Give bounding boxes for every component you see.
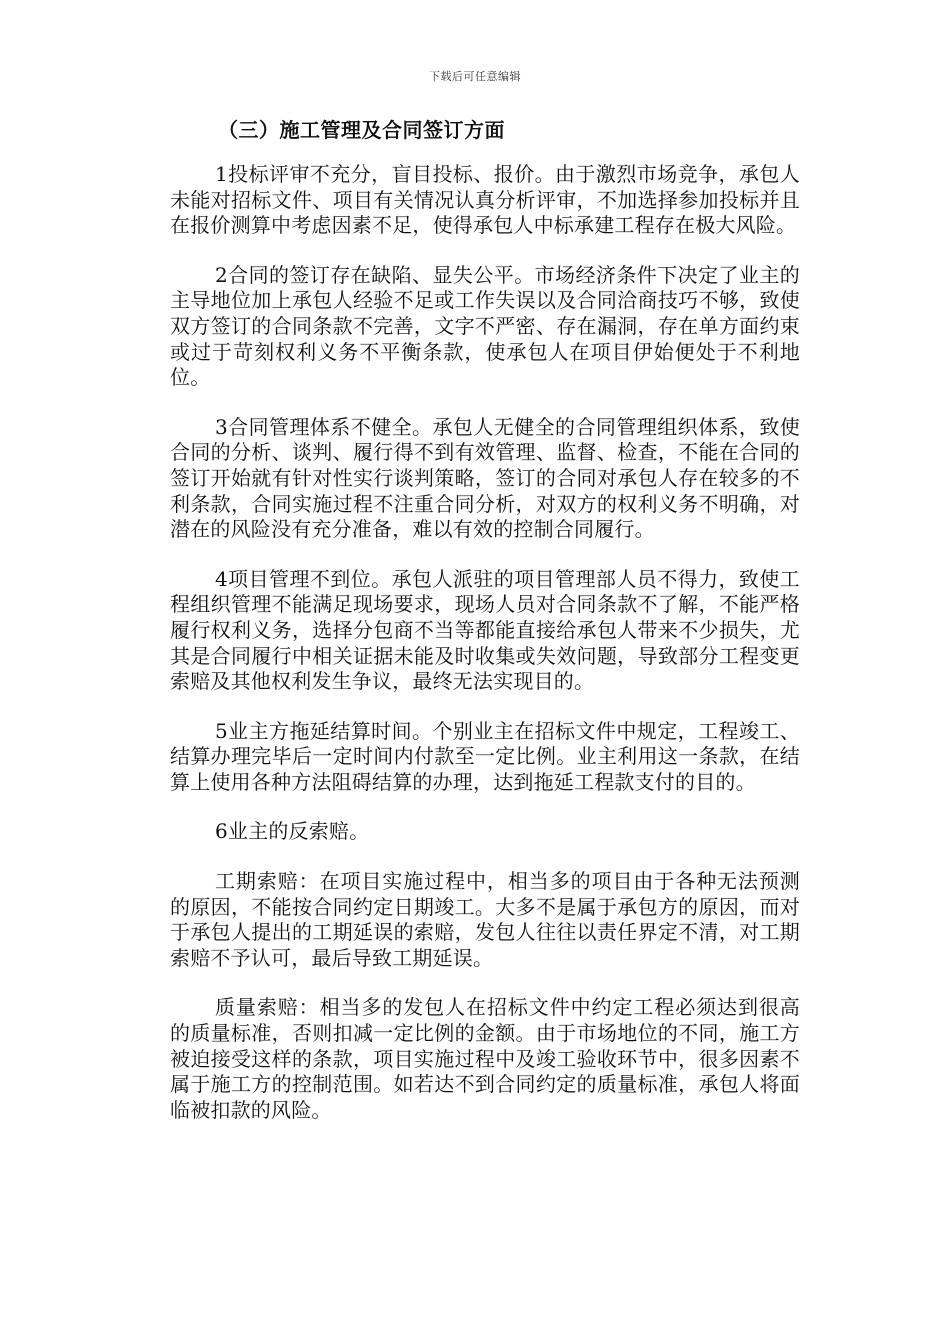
body-text bbox=[170, 162, 800, 1147]
paragraph-5: 5业主方拖延结算时间。个别业主在招标文件中规定，工程竣工、结算办理完毕后一定时间内付款至一定比例。业主利用这一条款，在结算上使用各种方法阻碍结算的办理，达到拖延工程款支付的目的。 bbox=[170, 718, 800, 794]
paragraph-4: 4项目管理不到位。承包人派驻的项目管理部人员不得力，致使工程组织管理不能满足现场要求，现场人员对合同条款不了解，不能严格履行权利义务，选择分包商不当等都能直接给承包人带来不少损失，尤其是合同履行中相关证据未能及时收集或失效问题，导致部分工程变更索赔及其他权利发生争议，最终无法实现目的。 bbox=[170, 566, 800, 694]
header-note: 下载后可任意编辑 bbox=[429, 70, 521, 83]
paragraph-3: 3合同管理体系不健全。承包人无健全的合同管理组织体系，致使合同的分析、谈判、履行得不到有效管理、监督、检查，不能在合同的签订开始就有针对性实行谈判策略，签订的合同对承包人存在较多的不利条款，合同实施过程不注重合同分析，对双方的权利义务不明确，对潜在的风险没有充分准备，难以有效的控制合同履行。 bbox=[170, 414, 800, 542]
paragraph-8: 质量索赔：相当多的发包人在招标文件中约定工程必须达到很高的质量标准，否则扣减一定比例的金额。由于市场地位的不同，施工方被迫接受这样的条款，项目实施过程中及竣工验收环节中，很多因素不属于施工方的控制范围。如若达不到合同约定的质量标准，承包人将面临被扣款的风险。 bbox=[170, 995, 800, 1122]
section-title: （三）施工管理及合同签订方面 bbox=[218, 118, 505, 142]
paragraph-6: 6业主的反索赔。 bbox=[215, 819, 370, 844]
paragraph-2: 2合同的签订存在缺陷、显失公平。市场经济条件下决定了业主的主导地位加上承包人经验不足或工作失误以及合同洽商技巧不够，致使双方签订的合同条款不完善，文字不严密、存在漏洞，存在单方面约束或过于苛刻权利义务不平衡条款，使承包人在项目伊始便处于不利地位。 bbox=[170, 262, 800, 390]
paragraph-7: 工期索赔：在项目实施过程中，相当多的项目由于各种无法预测的原因，不能按合同约定日期竣工。大多不是属于承包方的原因，而对于承包人提出的工期延误的索赔，发包人往往以责任界定不清，对工期索赔不予认可，最后导致工期延误。 bbox=[170, 869, 800, 970]
paragraph-1: 1投标评审不充分，盲目投标、报价。由于激烈市场竞争，承包人未能对招标文件、项目有关情况认真分析评审，不加选择参加投标并且在报价测算中考虑因素不足，使得承包人中标承建工程存在极大风险。 bbox=[170, 162, 800, 238]
